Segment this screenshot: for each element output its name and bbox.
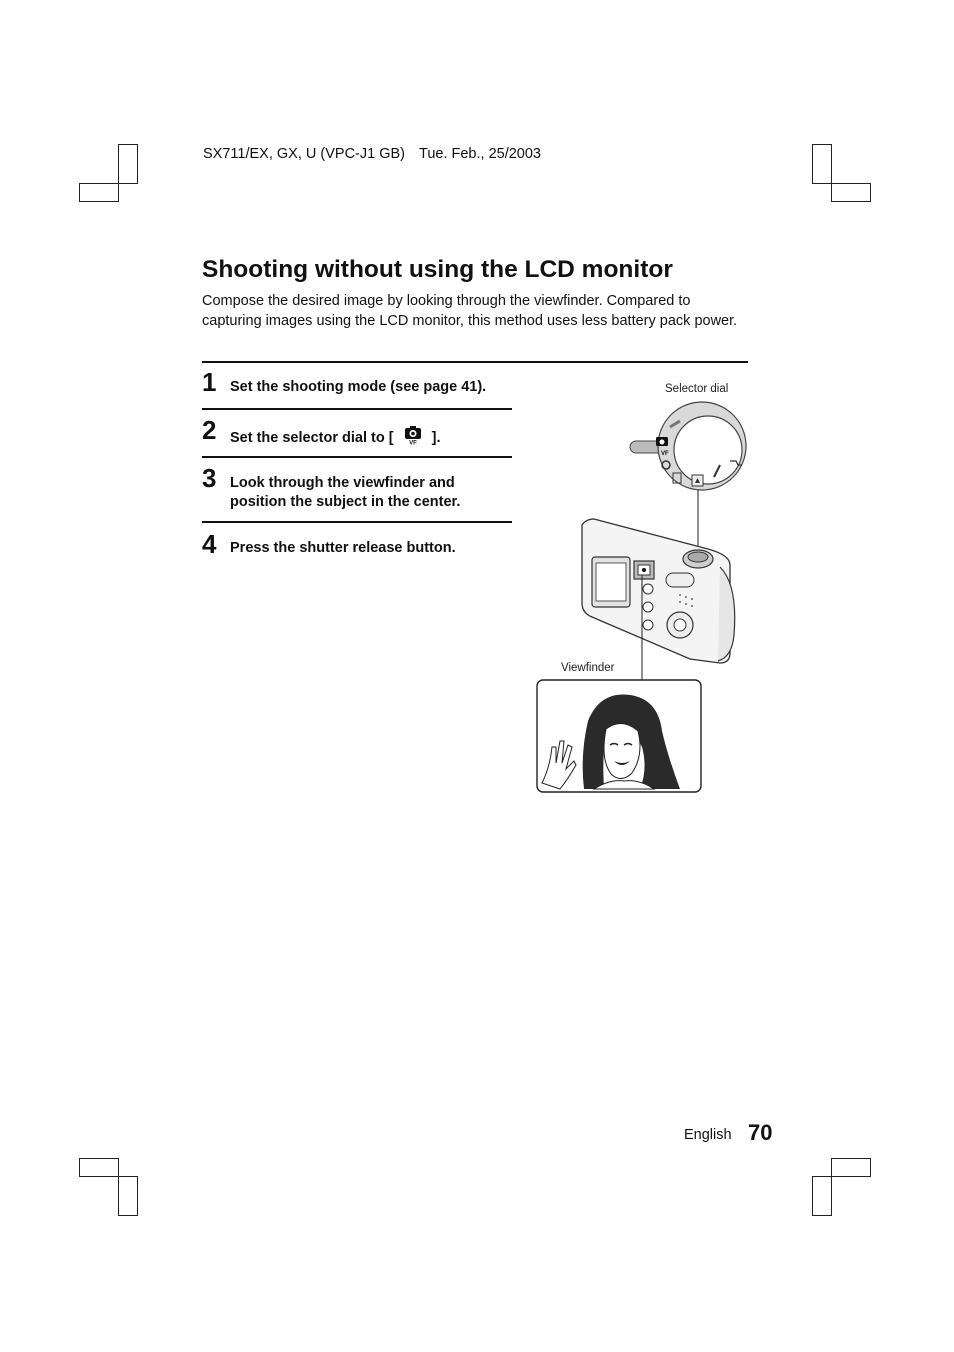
crop-mark [79,183,119,202]
vf-icon-label: VF [408,440,417,445]
step-text-line1: Look through the viewfinder and [230,475,455,491]
step-4 [202,531,512,567]
model-text: SX711/EX, GX, U (VPC-J1 GB) [203,146,405,162]
crop-mark [79,1158,119,1177]
selector-dial-label: Selector dial [665,383,729,395]
crop-mark [831,183,871,202]
crop-mark [118,1176,138,1216]
step-number: 4 [202,529,217,559]
crop-mark [812,144,832,184]
footer-language: English [684,1127,732,1143]
selector-dial-drawing [630,402,746,490]
crop-mark [831,1158,871,1177]
step-divider [202,521,512,523]
step-text-before: Set the selector dial to [ [230,430,394,446]
intro-paragraph: Compose the desired image by looking through the viewfinder. Compared to capturing images using the LCD monitor, this method uses less battery pack power. [202,293,738,329]
step-text: Press the shutter release button. [230,540,456,556]
camera-illustration [530,395,760,800]
step-3 [202,465,512,517]
viewfinder-label: Viewfinder [561,662,615,674]
step-1 [202,369,512,405]
step-divider [202,456,512,458]
step-text-after: ]. [431,430,441,446]
step-number: 2 [202,415,217,445]
step-2 [202,417,512,453]
step-divider [202,408,512,410]
camera-vf-icon [402,425,424,451]
svg-text:VF: VF [661,451,669,457]
viewfinder-view-drawing [537,680,701,792]
section-divider [202,361,748,363]
step-number: 1 [202,367,217,397]
page-title: Shooting without using the LCD monitor [202,256,673,283]
step-number: 3 [202,463,217,493]
camera-body-drawing [582,519,735,663]
document-header [203,146,541,162]
step-text-line2: position the subject in the center. [230,494,461,510]
page-number: 70 [748,1120,773,1145]
crop-mark [118,144,138,184]
crop-mark [812,1176,832,1216]
date-text: Tue. Feb., 25/2003 [419,146,541,162]
step-text: Set the shooting mode (see page 41). [230,379,487,395]
